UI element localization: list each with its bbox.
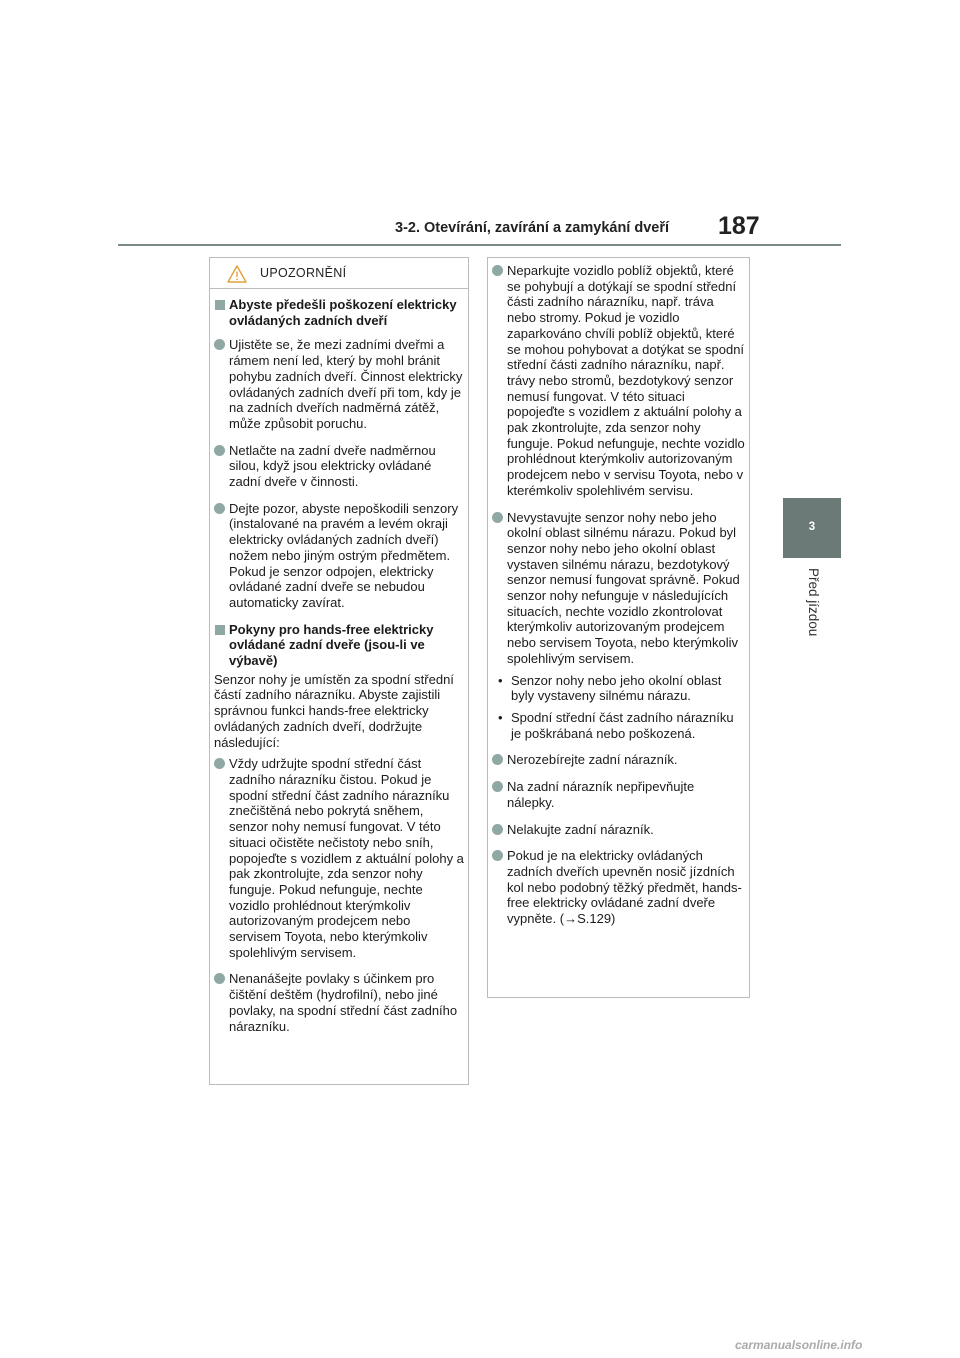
warning-header — [210, 258, 468, 289]
warning-triangle-icon — [227, 265, 247, 283]
right-content — [492, 263, 745, 938]
list-item — [214, 501, 464, 611]
chapter-number: 3 — [808, 521, 816, 533]
round-bullet-icon — [492, 824, 503, 835]
watermark: carmanualsonline.info — [735, 1338, 863, 1352]
list-item-text: Nerozebírejte zadní nárazník. — [507, 752, 678, 768]
round-bullet-icon — [214, 339, 225, 350]
warning-box-left — [209, 257, 469, 1085]
square-bullet-icon — [215, 300, 225, 310]
paragraph: Senzor nohy je umístěn za spodní střední částí zadního nárazníku. Abyste zajistili správnou funkci hands-free elektricky ovládaných zadních dveří, dodržujte následující: — [214, 671, 454, 750]
list-item-text: Neparkujte vozidlo poblíž objektů, které se pohybují a dotýkají se spodní střední části zadního nárazníku, např. tráva nebo stromy. Pokud je vozidlo zaparkováno chvíli poblíž objektů, které se mohou pohybovat a dotýkat se spodní střední části zadního nárazníku, např. trávy nebo stromů, bezdotykový senzor nemusí fungovat. V této situaci popojeďte s vozidlem z aktuální polohy a pak zkontrolujte, zda senzor nohy funguje. Pokud nefunguje, nechte vozidlo prohlédnout kterýmkoliv autorizovaným prodejcem nebo v servisu Toyota, nebo v kterémkoliv spolehlivém servisu. — [507, 263, 745, 498]
round-bullet-icon — [214, 758, 225, 769]
sub-bullet-icon: • — [498, 709, 503, 725]
section-title: 3-2. Otevírání, zavírání a zamykání dveří — [395, 220, 670, 236]
header-rule — [118, 244, 841, 246]
list-item — [492, 752, 745, 768]
round-bullet-icon — [492, 781, 503, 792]
list-item-text: Pokud je na elektricky ovládaných zadních dveřích upevněn nosič jízdních kol nebo podobný těžký předmět, hands-free elektricky ovládané zadní dveře vypněte. (→S.129) — [507, 848, 742, 927]
warning-box-right — [487, 257, 750, 998]
sub-list-item-text: Spodní střední část zadního nárazníku je poškrábaná nebo poškozená. — [511, 709, 734, 741]
page-number: 187 — [718, 212, 760, 240]
list-item-text: Vždy udržujte spodní střední část zadního nárazníku čistou. Pokud je spodní střední část zadního nárazníku znečištěná nebo pokrytá sněhem, senzor nohy nemusí fungovat. V této situaci očistěte nečistoty nebo sníh, popojeďte s vozidlem z aktuální polohy a pak zkontrolujte, zda senzor nohy funguje. Pokud nefunguje, nechte vozidlo prohlédnout kterýmkoliv autorizovaným prodejcem nebo servisem Toyota, nebo kterýmkoliv spolehlivým servisem. — [229, 756, 464, 960]
list-item-text: Netlačte na zadní dveře nadměrnou silou, když jsou elektricky ovládané zadní dveře v činnosti. — [229, 442, 436, 490]
list-item — [492, 510, 745, 667]
sub-list-item — [492, 673, 745, 704]
sub-list-item — [492, 710, 745, 741]
list-item — [214, 756, 464, 960]
round-bullet-icon — [492, 850, 503, 861]
chapter-tab — [783, 498, 841, 558]
list-item — [492, 848, 745, 927]
round-bullet-icon — [214, 445, 225, 456]
square-bullet-icon — [215, 625, 225, 635]
section-heading — [214, 297, 464, 328]
list-item-text: Nenanášejte povlaky s účinkem pro čištění deštěm (hydrofilní), nebo jiné povlaky, na spodní střední část zadního nárazníku. — [229, 971, 458, 1034]
section-heading — [214, 622, 464, 669]
list-item-text: Dejte pozor, abyste nepoškodili senzory (instalované na pravém a levém okraji elektricky ovládaných zadních dveří) nožem nebo jiným ostrým předmětem. Pokud je senzor odpojen, elektricky ovládané zadní dveře se nebudou automaticky zavírat. — [229, 500, 459, 610]
chapter-title-text: Před jízdou — [806, 568, 821, 637]
list-item — [214, 443, 464, 490]
list-item-text: Nevystavujte senzor nohy nebo jeho okolní oblast silnému nárazu. Pokud byl senzor nohy nebo jeho okolní oblast vystaven silnému nárazu, bezdotykový senzor nemusí fungovat správně. Pokud senzor nohy nefunguje v následujících situacích, nechte vozidlo zkontrolovat kterýmkoliv autorizovaným prodejcem nebo servisem Toyota, nebo kterýmkoliv spolehlivým servisem. — [507, 509, 740, 666]
heading-text: Pokyny pro hands-free elektricky ovládané zadní dveře (jsou-li ve výbavě) — [229, 621, 434, 669]
round-bullet-icon — [214, 973, 225, 984]
chapter-title — [803, 568, 821, 648]
sub-list-item-text: Senzor nohy nebo jeho okolní oblast byly vystaveny silnému nárazu. — [511, 672, 722, 704]
list-item-text: Nelakujte zadní nárazník. — [507, 821, 654, 837]
list-item-text: Ujistěte se, že mezi zadními dveřmi a rámem není led, který by mohl bránit pohybu zadních dveří. Činnost elektricky ovládaných zadních dveří při tom, kdy je na zadních dveřích nadměrná zátěž, může způsobit poruchu. — [229, 337, 463, 431]
round-bullet-icon — [214, 503, 225, 514]
list-item — [214, 337, 464, 431]
warning-label: UPOZORNĚNÍ — [260, 266, 347, 280]
sub-bullet-icon: • — [498, 672, 503, 688]
list-item — [492, 779, 745, 810]
round-bullet-icon — [492, 754, 503, 765]
list-item — [492, 822, 745, 838]
round-bullet-icon — [492, 512, 503, 523]
list-item-text: Na zadní nárazník nepřipevňujte nálepky. — [507, 779, 695, 810]
heading-text: Abyste předešli poškození elektricky ovládaných zadních dveří — [229, 297, 457, 328]
round-bullet-icon — [492, 265, 503, 276]
list-item — [214, 971, 464, 1034]
left-content — [214, 297, 464, 1045]
list-item — [492, 263, 745, 499]
